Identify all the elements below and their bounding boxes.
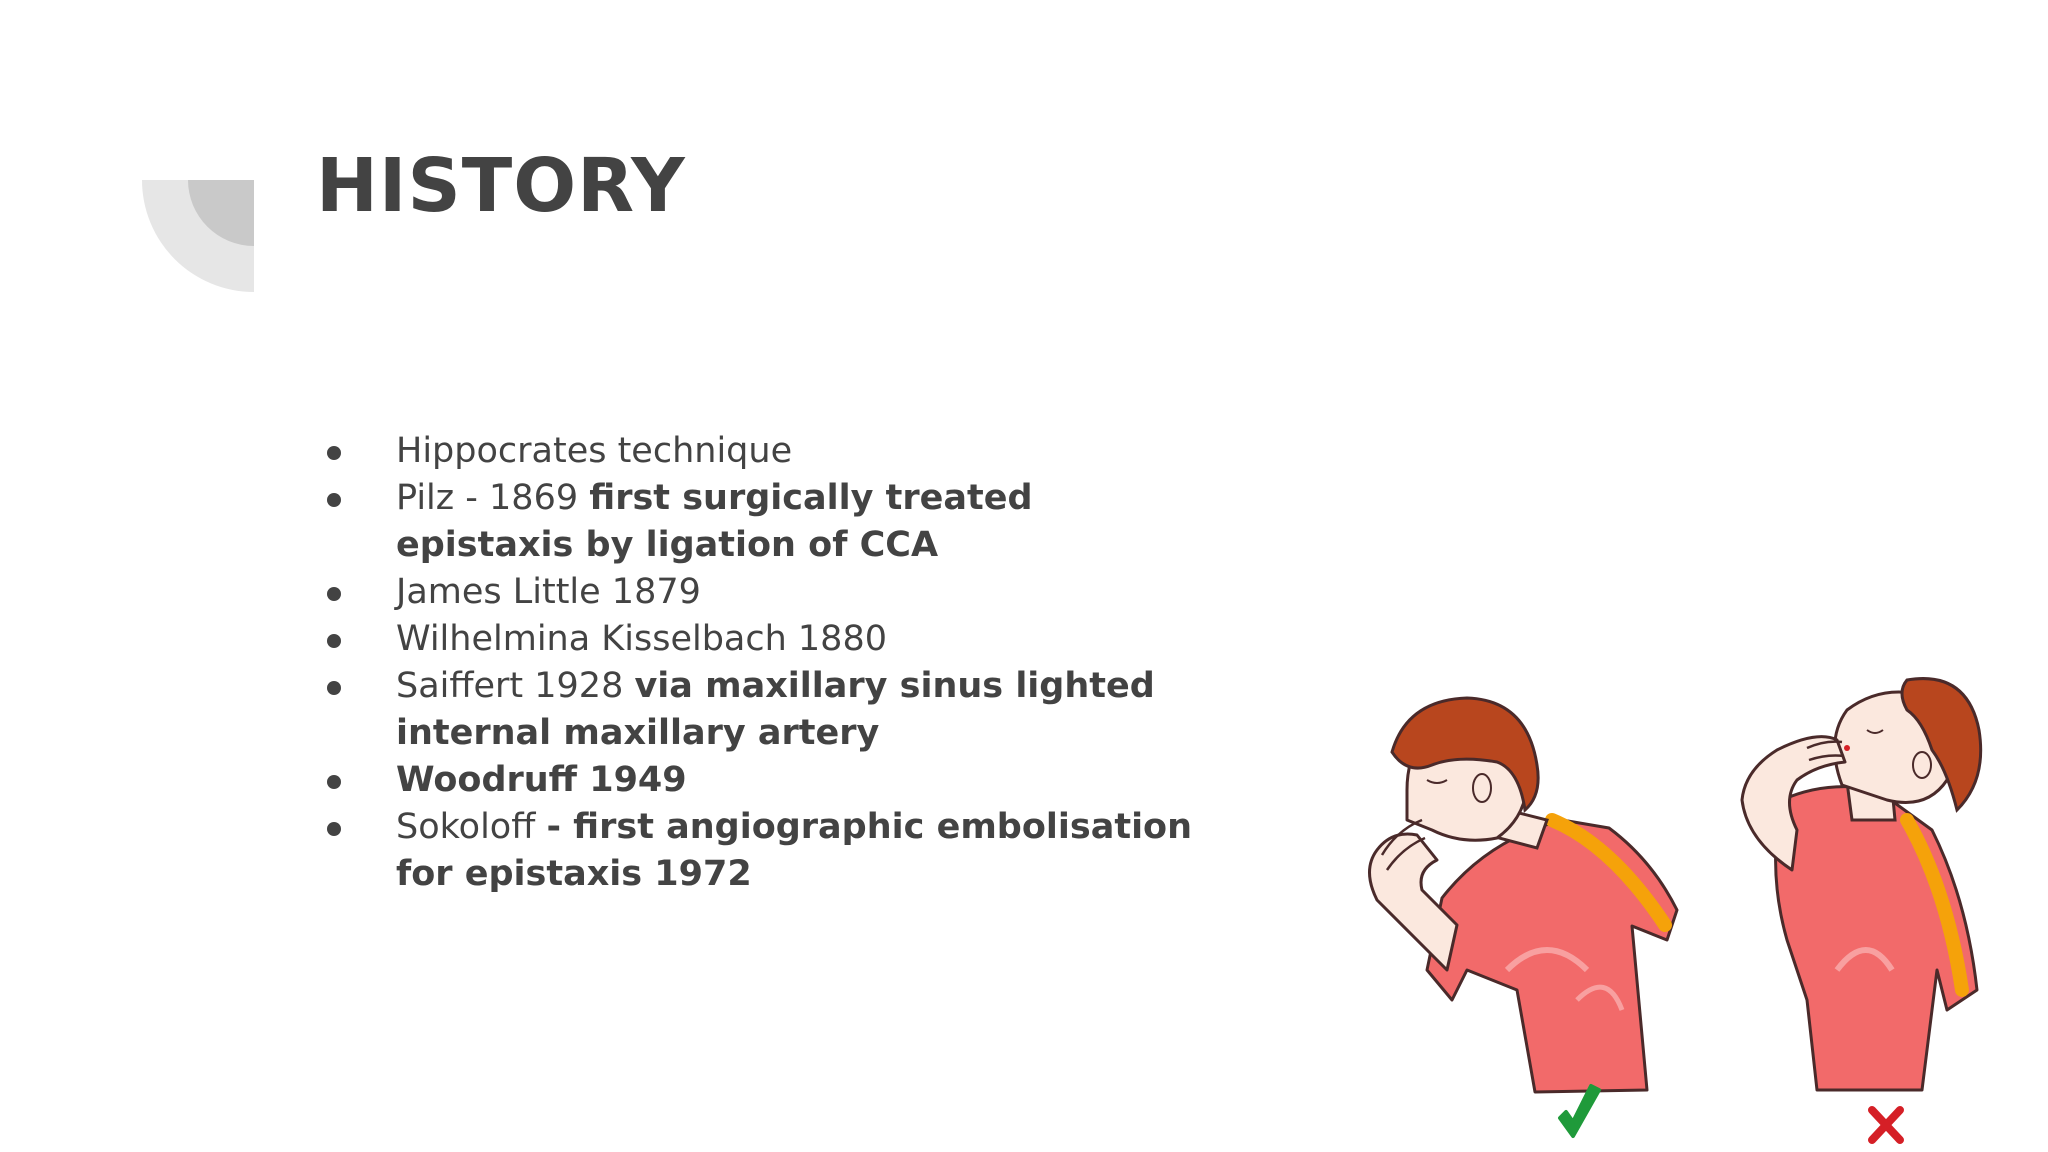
bullet-bold-text: - first angiographic embolisation for epistaxis 1972 (396, 807, 1193, 894)
bullet-dot-icon (327, 775, 341, 789)
slide-title: HISTORY (316, 143, 686, 229)
bullet-item (322, 804, 1222, 898)
bullet-item (322, 663, 1222, 757)
bullet-item (322, 428, 1222, 475)
bullet-dot-icon (327, 587, 341, 601)
bullet-dot-icon (327, 634, 341, 648)
person-tilting-back (1742, 679, 1981, 1090)
bullet-dot-icon (327, 493, 341, 507)
bullet-text: Pilz - 1869 (396, 478, 590, 518)
bullet-text: James Little 1879 (396, 572, 701, 612)
bullet-text: Wilhelmina Kisselbach 1880 (396, 619, 887, 659)
person-leaning-forward (1370, 698, 1678, 1092)
bullet-list (322, 428, 1222, 898)
bullet-dot-icon (327, 822, 341, 836)
bullet-item (322, 569, 1222, 616)
bullet-item (322, 475, 1222, 569)
bullet-dot-icon (327, 681, 341, 695)
nosebleed-illustration (1347, 670, 1987, 1152)
check-icon (1560, 1086, 1599, 1136)
bullet-item (322, 757, 1222, 804)
bullet-bold-text: first surgically treated epistaxis by ligation of CCA (396, 478, 1033, 565)
bullet-dot-icon (327, 446, 341, 460)
bullet-bold-text: via maxillary sinus lighted internal maxillary artery (396, 666, 1155, 753)
bullet-text: Saiffert 1928 (396, 666, 635, 706)
bullet-text: Sokoloff (396, 807, 547, 847)
bullet-bold-text: Woodruff 1949 (396, 760, 687, 800)
bullet-item (322, 616, 1222, 663)
bullet-text: Hippocrates technique (396, 431, 793, 471)
cross-icon (1872, 1110, 1900, 1140)
